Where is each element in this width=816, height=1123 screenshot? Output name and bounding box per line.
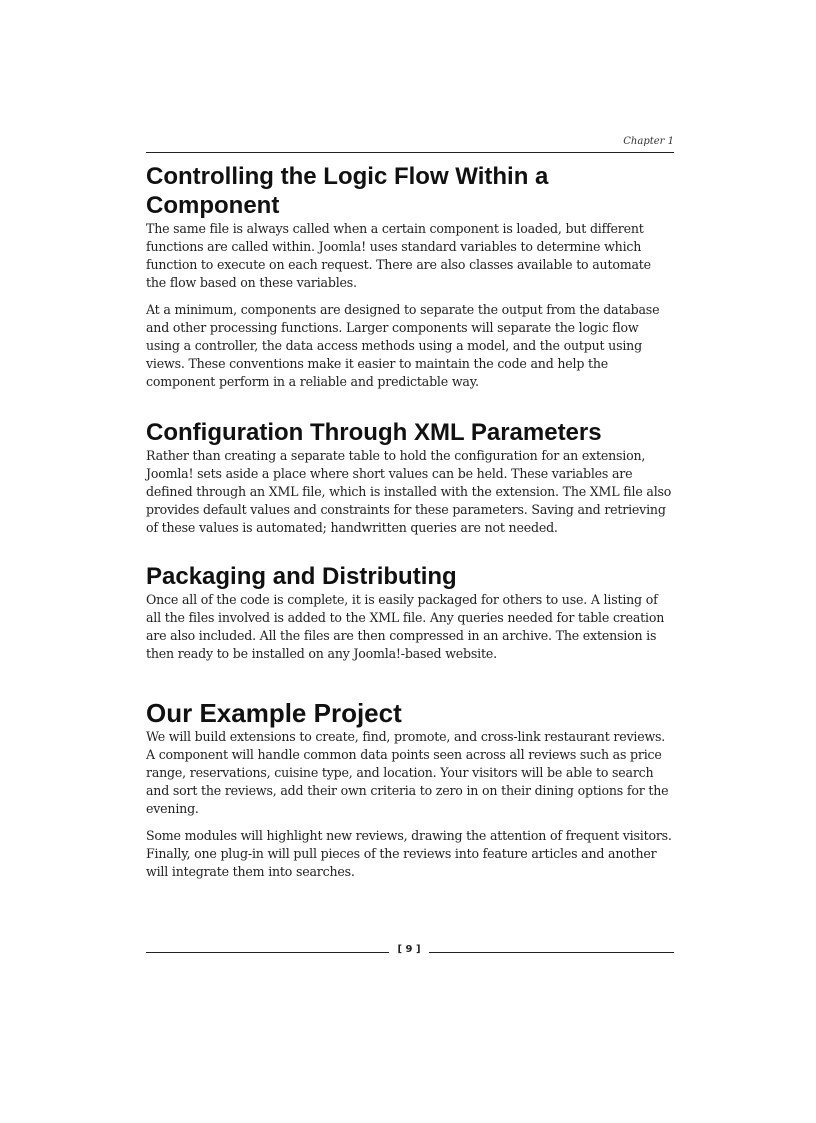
paragraph: Rather than creating a separate table to hold the configuration for an extension, Joomla! sets aside a place where short values can be held. These variables are defined through an XML file, which is installed with the extension. The XML file also provides default values and constraints for these parameters. Saving and retrieving of these values is automated; handwritten queries are not needed. [146, 448, 672, 535]
section-example-project [146, 698, 674, 881]
section-xml-parameters [146, 418, 674, 537]
section-logic-flow [146, 162, 674, 391]
paragraph: At a minimum, components are designed to separate the output from the database and other processing functions. Larger components will separate the logic flow using a controller, the data access methods using a model, and the output using views. These conventions make it easier to maintain the code and help the component perform in a reliable and predictable way. [146, 302, 660, 389]
section-heading: Controlling the Logic Flow Within a Component [146, 163, 549, 219]
paragraph: The same file is always called when a certain component is loaded, but different functions are called within. Joomla! uses standard variables to determine which function to execute on each request. There are also classes available to automate the flow based on these variables. [146, 221, 651, 290]
footer-rule-right [429, 952, 674, 953]
paragraph: We will build extensions to create, find, promote, and cross-link restaurant reviews. A component will handle common data points seen across all reviews such as price range, reservations, cuisine type, and location. Your visitors will be able to search and sort the reviews, add their own criteria to zero in on their dining options for the evening. [146, 729, 669, 816]
paragraph: Some modules will highlight new reviews, drawing the attention of frequent visitors. Finally, one plug-in will pull pieces of the reviews into feature articles and another will integrate them into searches. [146, 828, 672, 879]
paragraph: Once all of the code is complete, it is easily packaged for others to use. A listing of all the files involved is added to the XML file. Any queries needed for table creation are also included. All the files are then compressed in an archive. The extension is then ready to be installed on any Joomla!-based website. [146, 592, 665, 661]
section-heading: Packaging and Distributing [146, 563, 457, 590]
chapter-label: Chapter 1 [623, 136, 674, 147]
running-header [146, 136, 674, 153]
section-packaging [146, 562, 674, 663]
page-number: [ 9 ] [397, 944, 421, 955]
page-content [146, 162, 674, 890]
section-heading: Our Example Project [146, 698, 402, 728]
page-footer [146, 943, 674, 963]
footer-rule-left [146, 952, 389, 953]
section-heading: Configuration Through XML Parameters [146, 419, 602, 446]
